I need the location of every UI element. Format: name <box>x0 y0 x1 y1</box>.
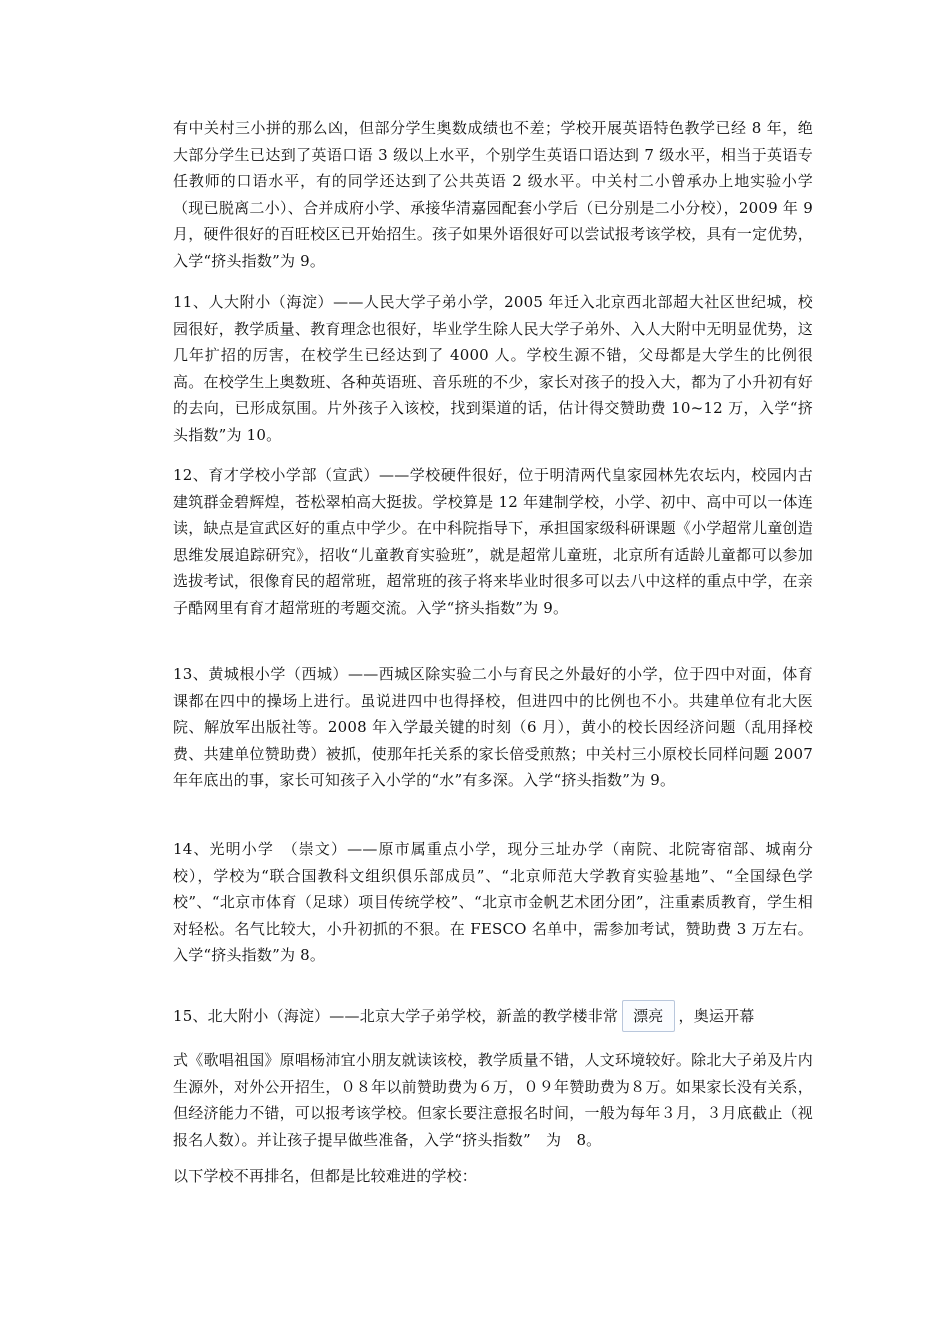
highlighted-word-box[interactable]: 漂亮 <box>622 1000 674 1032</box>
paragraph-14-guangming: 14、光明小学 （崇文）——原市属重点小学，现分三址办学（南院、北院寄宿部、城南分校），学校为“联合国教科文组织俱乐部成员”、“北京师范大学教育实验基地”、“全国绿色学校”、“北京市体育（足球）项目传统学校”、“北京市金帆艺术团分团”，注重素质教育，学生相对轻松。名气比较大，小升初抓的不狠。在 FESCO 名单中，需参加考试，赞助费 3 万左右。入学“挤头指数”为 8。 <box>173 840 813 964</box>
paragraph-15-beida-fuxiao-first-line <box>173 1000 813 1032</box>
paragraph-15-text-before: 15、北大附小（海淀）——北京大学子弟学校，新盖的教学楼非常 <box>173 1007 619 1025</box>
paragraph-15-beida-fuxiao-body: 式《歌唱祖国》原唱杨沛宜小朋友就读该校，教学质量不错，人文环境较好。除北大子弟及片内生源外，对外公开招生，０８年以前赞助费为６万，０９年赞助费为８万。如果家长没有关系，但经济能力不错，可以报考该学校。但家长要注意报名时间，一般为每年３月，３月底截止（视报名人数）。并让孩子提早做些准备，入学“挤头指数” 为 8。 <box>173 1051 813 1149</box>
paragraph-zhongguancun-continued: 有中关村三小拼的那么凶，但部分学生奥数成绩也不差；学校开展英语特色教学已经 8 年，绝大部分学生已达到了英语口语 3 级以上水平，个别学生英语口语达到 7 级水平，相当于英语专任教师的口语水平，有的同学还达到了公共英语 2 级水平。中关村二小曾承办上地实验小学（现已脱离二小）、合并成府小学、承接华清嘉园配套小学后（已分别是二小分校），2009 年 9 月，硬件很好的百旺校区已开始招生。孩子如果外语很好可以尝试报考该学校，具有一定优势，入学“挤头指数”为 9。 <box>173 119 818 270</box>
paragraph-11-renda-fuxiao: 11、人大附小（海淀）——人民大学子弟小学，2005 年迁入北京西北部超大社区世纪城，校园很好，教学质量、教育理念也很好，毕业学生除人民大学子弟外、入人大附中无明显优势，这几年扩招的厉害，在校学生已经达到了 4000 人。学校生源不错，父母都是大学生的比例很高。在校学生上奥数班、各种英语班、音乐班的不少，家长对孩子的投入大，都为了小升初有好的去向，已形成氛围。片外孩子入该校，找到渠道的话，估计得交赞助费 10~12 万，入学“挤头指数”为 10。 <box>173 293 813 444</box>
paragraph-closing-note: 以下学校不再排名，但都是比较难进的学校： <box>173 1167 478 1185</box>
paragraph-12-yucai-school: 12、育才学校小学部（宣武）——学校硬件很好，位于明清两代皇家园林先农坛内，校园内古建筑群金碧辉煌，苍松翠柏高大挺拔。学校算是 12 年建制学校，小学、初中、高中可以一体连读，缺点是宣武区好的重点中学少。在中科院指导下，承担国家级科研课题《小学超常儿童创造思维发展追踪研究》，招收“儿童教育实验班”，就是超常儿童班，北京所有适龄儿童都可以参加选拔考试，很像育民的超常班，超常班的孩子将来毕业时很多可以去八中这样的重点中学，在亲子酷网里有育才超常班的考题交流。入学“挤头指数”为 9。 <box>173 466 813 617</box>
paragraph-13-huangchenggen: 13、黄城根小学（西城）——西城区除实验二小与育民之外最好的小学，位于四中对面，体育课都在四中的操场上进行。虽说进四中也得择校，但进四中的比例也不小。共建单位有北大医院、解放军出版社等。2008 年入学最关键的时刻（6 月），黄小的校长因经济问题（乱用择校费、共建单位赞助费）被抓，使那年托关系的家长倍受煎熬；中关村三小原校长同样问题 2007 年年底出的事，家长可知孩子入小学的“水”有多深。入学“挤头指数”为 9。 <box>173 665 818 789</box>
paragraph-15-text-after: ，奥运开幕 <box>678 1007 755 1025</box>
